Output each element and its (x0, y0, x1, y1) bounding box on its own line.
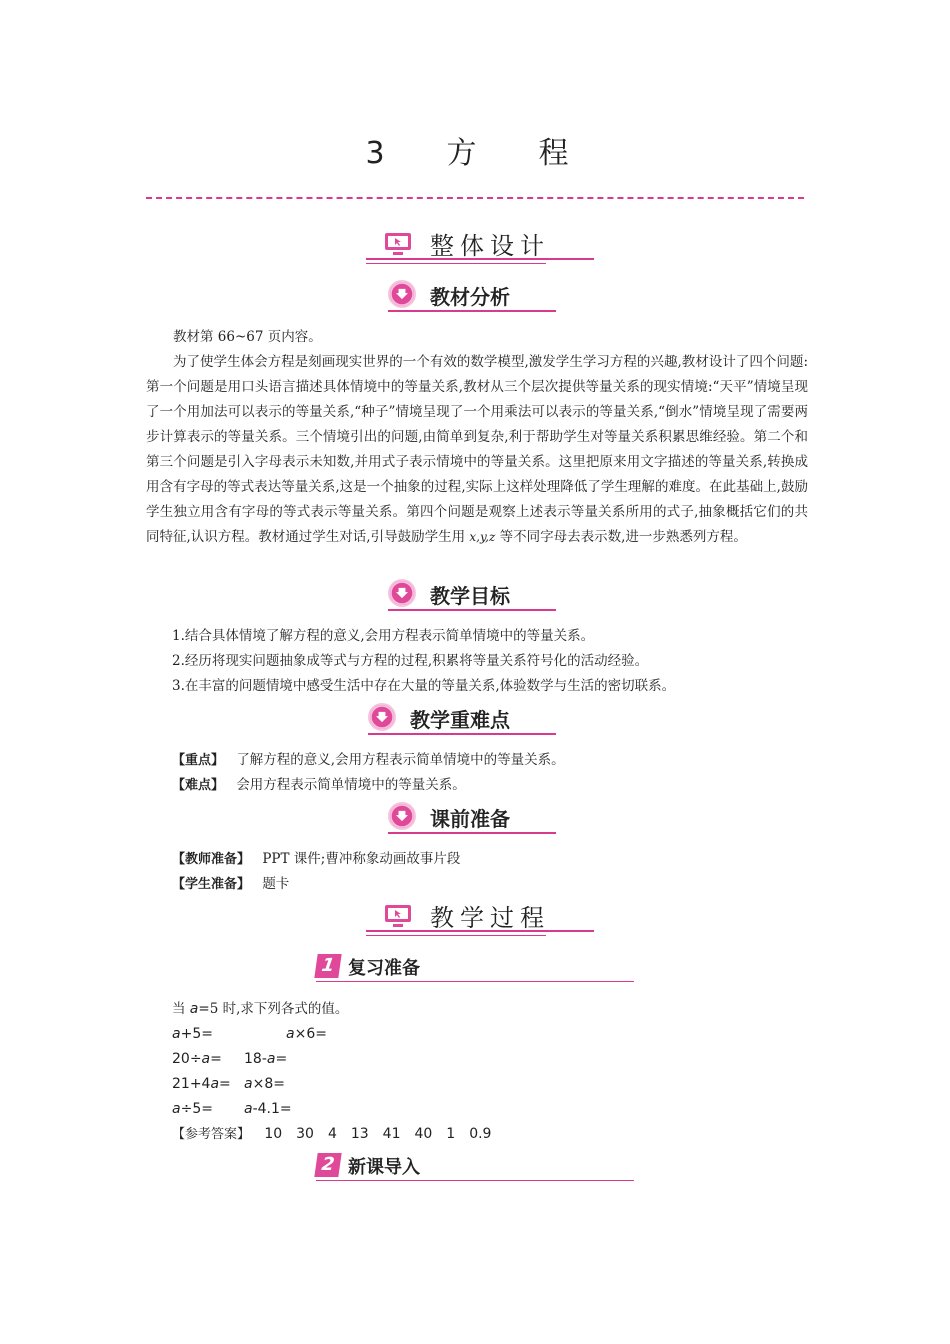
heading-underline-thin (366, 935, 546, 936)
monitor-icon (384, 904, 412, 928)
analysis-line-pages: 教材第 66~67 页内容。 (173, 329, 322, 345)
answer-values: 10 30 4 13 41 40 1 0.9 (264, 1126, 492, 1142)
review-intro-text: 当 (172, 1001, 190, 1017)
subsection-heading-text: 教学目标 (430, 584, 510, 608)
section-heading-text: 教学过程 (430, 904, 550, 932)
heading-underline (388, 832, 556, 834)
exercise-item: a-4.1= (244, 1101, 292, 1117)
exercise-item: a÷5= (172, 1101, 213, 1117)
step-heading-new-lesson (316, 1153, 634, 1183)
exercise-item: 21+4a= (172, 1076, 231, 1092)
section-heading-text: 整体设计 (430, 232, 550, 260)
focus-label: 【重点】 (172, 753, 225, 768)
section-heading-teaching-process (366, 900, 594, 940)
step-heading-review (316, 954, 634, 984)
subsection-heading-text: 教材分析 (430, 285, 510, 309)
difficulty-text: 会用方程表示简单情境中的等量关系。 (236, 777, 466, 793)
review-intro (172, 997, 348, 1022)
download-arrow-icon (368, 703, 396, 731)
student-prep-label: 【学生准备】 (172, 877, 251, 892)
heading-underline (368, 733, 556, 735)
monitor-icon (384, 232, 412, 256)
analysis-text: 为了使学生体会方程是刻画现实世界的一个有效的数学模型,激发学生学习方程的兴趣,教材设计了四个问题:第一个问题是用口头语言描述具体情境中的等量关系,教材从三个层次提供等量关系的现实情境:“天平”情境呈现了一个用加法可以表示的等量关系,“种子”情境呈现了一个用乘法可以表示的等量关系,“倒水”情境呈现了需要两步计算表示的等量关系。三个情境引出的问题,由简单到复杂,利于帮助学生对等量关系积累思维经验。第二个和第三个问题是引入字母表示未知数,并用式子表示情境中的等量关系。这里把原来用文字描述的等量关系,转换成用含有字母的等式表达等量关系,这是一个抽象的过程,实际上这样处理降低了学生理解的难度。在此基础上,鼓励学生独立用含有字母的等式表示等量关系。第四个问题是观察上述表示等量关系所用的式子,抽象概括它们的共同特征,认识方程。教材通过学生对话,引导鼓励学生用 (146, 354, 808, 545)
step-heading-text: 复习准备 (348, 958, 420, 979)
variable-letters: x,y,z (469, 530, 496, 544)
goal-item: 1.结合具体情境了解方程的意义,会用方程表示简单情境中的等量关系。 (172, 628, 595, 644)
download-arrow-icon (388, 280, 416, 308)
heading-underline (316, 981, 634, 982)
student-prep-text: 题卡 (262, 876, 290, 892)
subsection-heading-preparation (388, 802, 556, 836)
exercise-row-2 (172, 1047, 287, 1072)
analysis-text-end: 等不同字母去表示数,进一步熟悉列方程。 (495, 529, 747, 545)
step-number-badge: 1 (314, 954, 341, 978)
focus-text: 了解方程的意义,会用方程表示简单情境中的等量关系。 (236, 752, 565, 768)
focus-row (172, 748, 565, 773)
download-arrow-icon (388, 579, 416, 607)
teacher-prep-label: 【教师准备】 (172, 852, 251, 867)
subsection-heading-material-analysis (388, 280, 556, 314)
heading-underline (366, 258, 594, 260)
heading-underline-thin (366, 263, 546, 264)
difficulty-label: 【难点】 (172, 778, 225, 793)
page-title: 3 方 程 (365, 136, 585, 171)
dashed-divider (146, 197, 804, 199)
review-intro-text-end: =5 时,求下列各式的值。 (198, 1001, 349, 1017)
subsection-heading-key-points (368, 703, 556, 737)
answer-label: 【参考答案】 (172, 1127, 251, 1142)
student-prep-row (172, 872, 289, 897)
exercise-row-4 (172, 1097, 292, 1122)
teacher-prep-text: PPT 课件;曹冲称象动画故事片段 (262, 851, 461, 867)
goal-item: 3.在丰富的问题情境中感受生活中存在大量的等量关系,体验数学与生活的密切联系。 (172, 678, 676, 694)
exercise-item: 20÷a= (172, 1051, 222, 1067)
section-heading-overall-design (366, 228, 594, 268)
exercise-item: a×6= (286, 1026, 327, 1042)
subsection-heading-teaching-goals (388, 579, 556, 613)
heading-underline (388, 310, 556, 312)
exercise-item: a+5= (172, 1026, 213, 1042)
download-arrow-icon (388, 802, 416, 830)
subsection-heading-text: 课前准备 (430, 807, 510, 831)
subsection-heading-text: 教学重难点 (410, 708, 510, 732)
difficulty-row (172, 773, 466, 798)
exercise-item: 18-a= (244, 1051, 288, 1067)
exercise-row-3 (172, 1072, 285, 1097)
exercise-item: a×8= (244, 1076, 285, 1092)
material-analysis-body (146, 325, 808, 550)
exercise-row-1 (172, 1022, 327, 1047)
goal-item: 2.经历将现实问题抽象成等式与方程的过程,积累将等量关系符号化的活动经验。 (172, 653, 649, 669)
step-heading-text: 新课导入 (348, 1157, 420, 1178)
answer-row (172, 1122, 491, 1147)
step-number-badge: 2 (314, 1153, 341, 1177)
variable-a: a (189, 1001, 199, 1017)
analysis-paragraph (146, 350, 808, 550)
heading-underline (388, 609, 556, 611)
teacher-prep-row (172, 847, 460, 872)
heading-underline (316, 1180, 634, 1181)
heading-underline (366, 930, 594, 932)
